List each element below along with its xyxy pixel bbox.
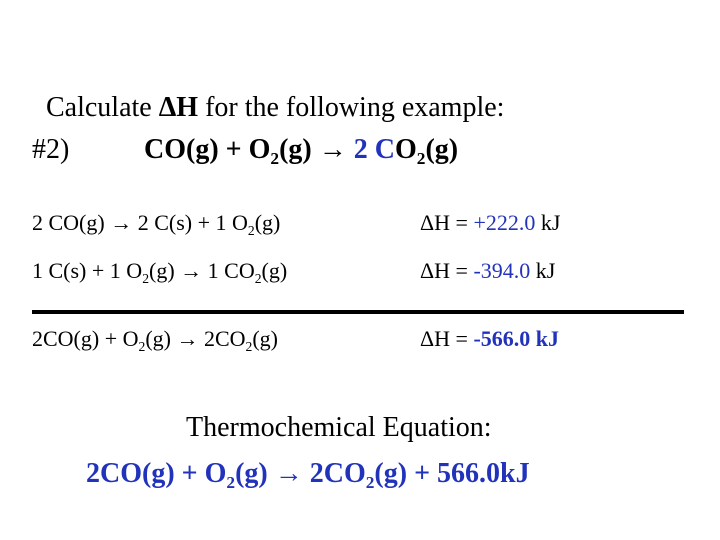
title-prefix: Calculate	[46, 92, 159, 123]
result-sub2: 2	[245, 338, 253, 354]
step1-equation	[32, 210, 561, 238]
example-part2: (g) →	[279, 134, 354, 165]
step2-dh-value: -394.0	[473, 258, 531, 283]
thermo-eq-sub1: 2	[226, 473, 236, 493]
title-delta-h: ΔH	[158, 92, 199, 123]
result-equation	[32, 326, 560, 354]
result-enthalpy	[420, 326, 559, 352]
step1-reaction-b: (g)	[254, 210, 281, 235]
example-part1: CO(g) + O	[144, 134, 271, 165]
step2-reaction-c: (g)	[261, 258, 288, 283]
result-reaction-a: 2CO(g) + O	[32, 326, 139, 351]
thermo-eq-a: 2CO(g) + O	[86, 458, 227, 489]
result-dh-value: -566.0 kJ	[473, 326, 560, 351]
example-sub2: 2	[416, 149, 426, 169]
step2-dh-label: ΔH =	[420, 258, 474, 283]
summation-divider	[32, 310, 684, 314]
example-part4: O	[394, 134, 417, 165]
step2-enthalpy	[420, 258, 555, 284]
step2-dh-unit: kJ	[530, 258, 556, 283]
thermochemical-heading: Thermochemical Equation:	[186, 412, 492, 443]
example-label: #2)	[32, 134, 70, 165]
slide-title	[46, 92, 504, 124]
step1-dh-unit: kJ	[535, 210, 561, 235]
step2-sub1: 2	[142, 270, 149, 286]
result-dh-label: ΔH =	[420, 326, 474, 351]
thermochemical-equation	[86, 458, 530, 493]
step1-enthalpy	[420, 210, 560, 236]
thermo-eq-c: (g) + 566.0kJ	[374, 458, 530, 489]
step2-sub2: 2	[254, 270, 262, 286]
step1-sub: 2	[247, 222, 255, 238]
example-part5: (g)	[425, 134, 459, 165]
step1-reaction-a: 2 CO(g) → 2 C(s) + 1 O	[32, 210, 248, 235]
example-part3: 2 C	[353, 134, 395, 165]
thermo-eq-b: (g) → 2CO	[235, 458, 366, 489]
title-suffix: for the following example:	[198, 92, 505, 123]
result-sub1: 2	[138, 338, 146, 354]
step1-dh-label: ΔH =	[420, 210, 474, 235]
result-reaction-c: (g)	[252, 326, 279, 351]
step1-dh-value: +222.0	[473, 210, 536, 235]
thermo-eq-sub2: 2	[365, 473, 375, 493]
step2-equation	[32, 258, 556, 286]
example-sub1: 2	[270, 149, 280, 169]
example-equation	[32, 134, 459, 169]
step2-reaction-a: 1 C(s) + 1 O	[32, 258, 143, 283]
result-reaction-b: (g) → 2CO	[145, 326, 246, 351]
step2-reaction-b: (g) → 1 CO	[149, 258, 255, 283]
